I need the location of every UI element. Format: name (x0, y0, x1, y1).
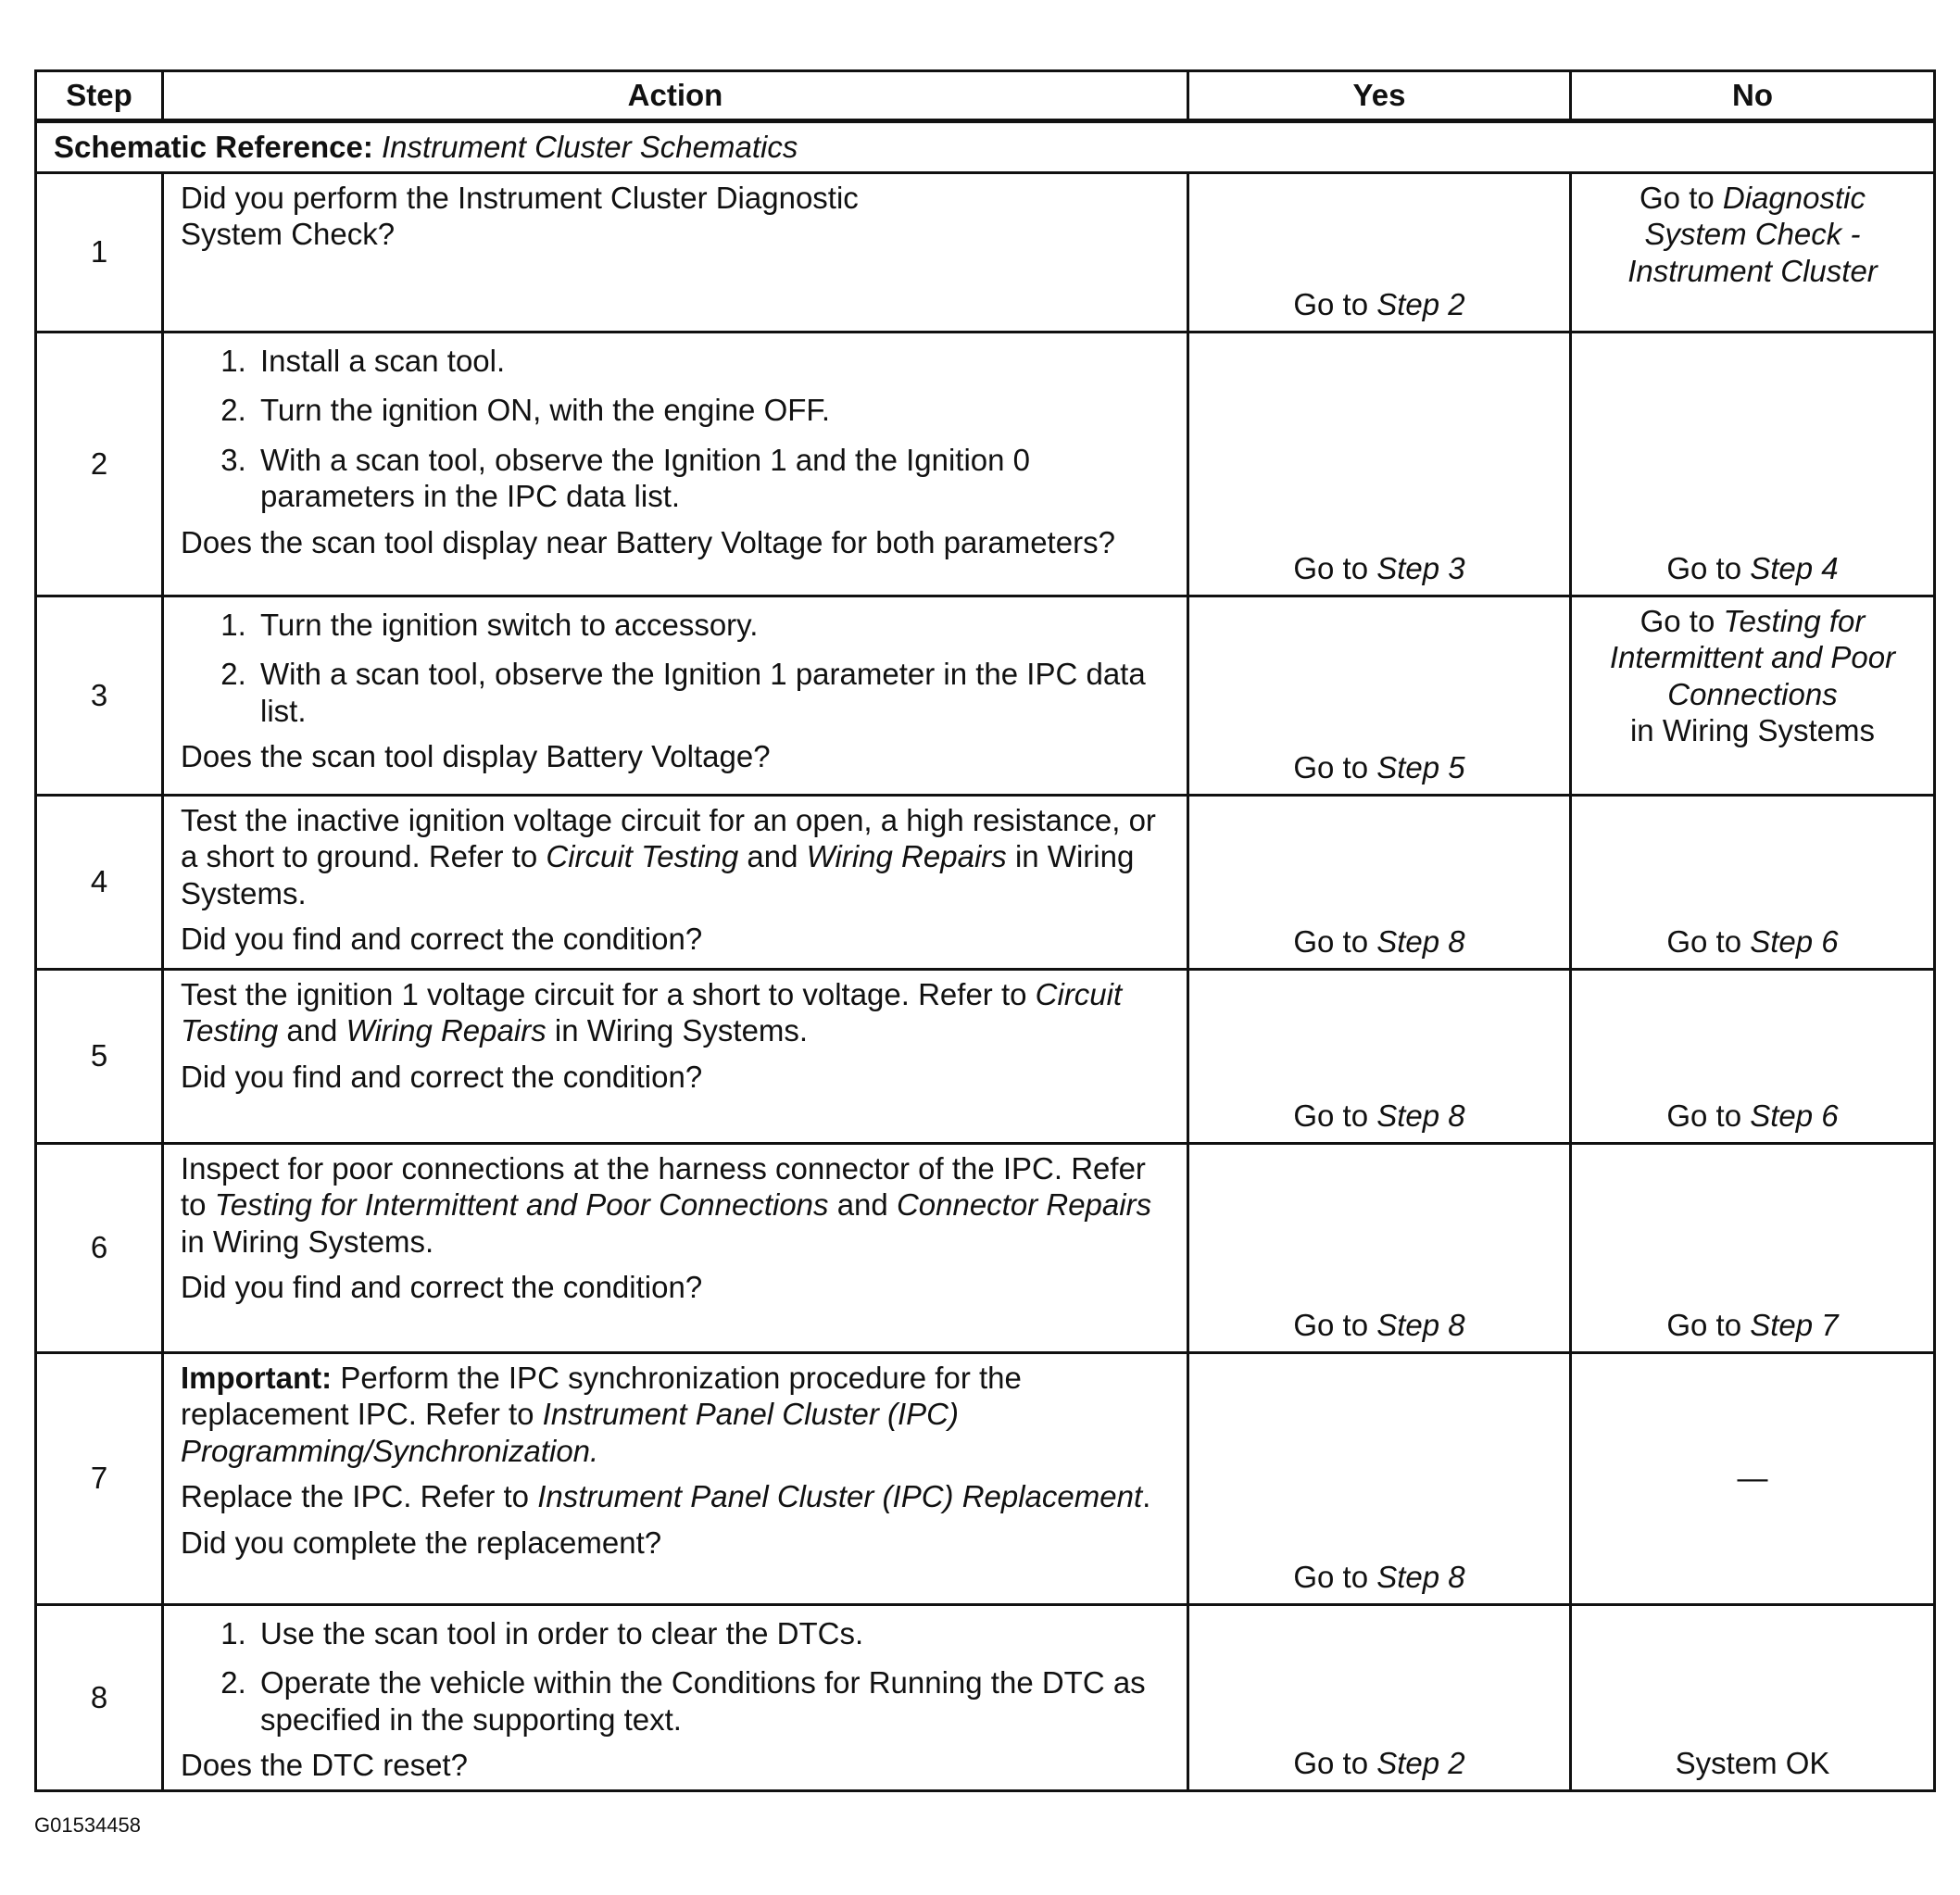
action-text: Test the inactive ignition voltage circuit for an open, a high resistance, or a short to ground. Refer to Circuit Testing and Wiring Repairs in Wiring Systems. (181, 802, 1156, 910)
reference-label: Schematic Reference: (54, 130, 373, 164)
no-cell: Go to Step 4 (1571, 332, 1935, 596)
step-number: 5 (36, 969, 163, 1143)
step-link[interactable]: Step 2 (1376, 287, 1465, 321)
no-cell: Go to Diagnostic System Check - Instrument Cluster (1571, 172, 1935, 332)
action-text: Inspect for poor connections at the harness connector of the IPC. Refer to Testing for Intermittent and Poor Connections and Connector Repairs in Wiring Systems. (181, 1150, 1152, 1259)
table-row (36, 332, 1935, 596)
step-number: 6 (36, 1143, 163, 1352)
reference-link[interactable]: Testing for Intermittent and Poor Connections (1609, 603, 1896, 711)
header-row (36, 71, 1935, 121)
action-list (181, 343, 1170, 515)
step-link[interactable]: Step 8 (1376, 1560, 1465, 1594)
step-link[interactable]: Step 8 (1376, 1098, 1465, 1133)
no-cell: Go to Testing for Intermittent and Poor Connections in Wiring Systems (1571, 596, 1935, 795)
step-number: 1 (36, 172, 163, 332)
action-cell (163, 1604, 1188, 1790)
no-cell (1571, 1352, 1935, 1604)
action-list (181, 1615, 1170, 1738)
action-cell (163, 1352, 1188, 1604)
yes-cell: Go to Step 5 (1188, 596, 1571, 795)
step-link[interactable]: Step 8 (1376, 924, 1465, 959)
reference-link[interactable]: Instrument Panel Cluster (IPC) Replacement (537, 1479, 1143, 1514)
reference-link[interactable]: Circuit Testing (546, 839, 739, 874)
action-question: Does the scan tool display Battery Voltage? (181, 739, 771, 774)
step-link[interactable]: Step 5 (1376, 750, 1465, 784)
action-cell (163, 172, 1188, 332)
action-question: Did you complete the replacement? (181, 1525, 662, 1560)
header-action: Action (163, 71, 1188, 121)
step-number: 4 (36, 795, 163, 969)
table-row (36, 1352, 1935, 1604)
step-link[interactable]: Step 8 (1376, 1308, 1465, 1342)
no-cell: Go to Step 6 (1571, 795, 1935, 969)
table-row (36, 1143, 1935, 1352)
action-cell (163, 332, 1188, 596)
table-row (36, 596, 1935, 795)
reference-link[interactable]: Circuit Testing (181, 976, 1123, 1048)
reference-link[interactable]: Instrument Cluster Schematics (382, 130, 798, 164)
important-label: Important: (181, 1360, 333, 1395)
reference-link[interactable]: Instrument Panel Cluster (IPC) Programming/Synchronization. (181, 1397, 959, 1468)
no-cell: Go to Step 7 (1571, 1143, 1935, 1352)
no-cell (1571, 1604, 1935, 1790)
schematic-reference (36, 121, 1935, 173)
table-row (36, 172, 1935, 332)
reference-link[interactable]: Testing for Intermittent and Poor Connections (214, 1187, 829, 1223)
list-item: 3. With a scan tool, observe the Ignition 1 and the Ignition 0 parameters in the IPC data list. (255, 442, 1170, 515)
system-ok-text: System OK (1675, 1746, 1830, 1781)
yes-cell: Go to Step 8 (1188, 1143, 1571, 1352)
step-link[interactable]: Step 6 (1750, 1098, 1839, 1133)
list-item: 1. Install a scan tool. (255, 343, 1170, 380)
step-number: 7 (36, 1352, 163, 1604)
step-link[interactable]: Step 6 (1750, 924, 1839, 959)
step-link[interactable]: Step 2 (1376, 1746, 1465, 1781)
list-item: 1. Use the scan tool in order to clear the DTCs. (255, 1615, 1170, 1652)
action-question: Did you find and correct the condition? (181, 922, 703, 957)
yes-cell: Go to Step 8 (1188, 795, 1571, 969)
action-question: Did you find and correct the condition? (181, 1059, 703, 1094)
action-cell (163, 795, 1188, 969)
step-link[interactable]: Step 7 (1750, 1308, 1839, 1342)
action-question: Did you find and correct the condition? (181, 1270, 703, 1305)
important-note: Important: Perform the IPC synchronization procedure for the replacement IPC. Refer to Instrument Panel Cluster (IPC) Programming/Synchronization. (181, 1360, 1022, 1468)
list-item: 2. With a scan tool, observe the Ignition 1 parameter in the IPC data list. (255, 656, 1170, 729)
yes-cell: Go to Step 8 (1188, 1352, 1571, 1604)
action-cell (163, 596, 1188, 795)
step-number: 2 (36, 332, 163, 596)
yes-cell: Go to Step 8 (1188, 969, 1571, 1143)
header-no: No (1571, 71, 1935, 121)
action-text: Replace the IPC. Refer to Instrument Panel Cluster (IPC) Replacement. (181, 1479, 1151, 1514)
reference-link[interactable]: Wiring Repairs (806, 839, 1007, 874)
yes-cell: Go to Step 3 (1188, 332, 1571, 596)
reference-link[interactable]: Diagnostic System Check - Instrument Cluster (1627, 180, 1878, 288)
reference-link[interactable]: Wiring Repairs (346, 1013, 547, 1048)
action-cell (163, 969, 1188, 1143)
action-question: Does the scan tool display near Battery Voltage for both parameters? (181, 524, 1115, 559)
table-row (36, 969, 1935, 1143)
action-cell (163, 1143, 1188, 1352)
step-link[interactable]: Step 3 (1376, 551, 1465, 585)
action-list (181, 607, 1170, 730)
list-item: 2. Turn the ignition ON, with the engine OFF. (255, 392, 1170, 429)
table-row (36, 1604, 1935, 1790)
action-text: Test the ignition 1 voltage circuit for a short to voltage. Refer to Circuit Testing and Wiring Repairs in Wiring Systems. (181, 976, 1123, 1048)
action-question: Did you perform the Instrument Cluster Diagnostic System Check? (181, 180, 859, 252)
reference-link[interactable]: Connector Repairs (896, 1187, 1152, 1223)
no-cell: Go to Step 6 (1571, 969, 1935, 1143)
schematic-reference-row (36, 121, 1935, 173)
step-link[interactable]: Step 4 (1750, 551, 1839, 585)
yes-cell: Go to Step 2 (1188, 1604, 1571, 1790)
diagnostic-table (34, 69, 1936, 1792)
no-action-dash: — (1737, 1461, 1768, 1496)
header-yes: Yes (1188, 71, 1571, 121)
header-step: Step (36, 71, 163, 121)
step-number: 8 (36, 1604, 163, 1790)
table-row (36, 795, 1935, 969)
list-item: 2. Operate the vehicle within the Conditions for Running the DTC as specified in the supporting text. (255, 1664, 1170, 1738)
action-question: Does the DTC reset? (181, 1748, 468, 1783)
yes-cell: Go to Step 2 (1188, 172, 1571, 332)
step-number: 3 (36, 596, 163, 795)
list-item: 1. Turn the ignition switch to accessory. (255, 607, 1170, 644)
figure-id: G01534458 (34, 1813, 141, 1837)
